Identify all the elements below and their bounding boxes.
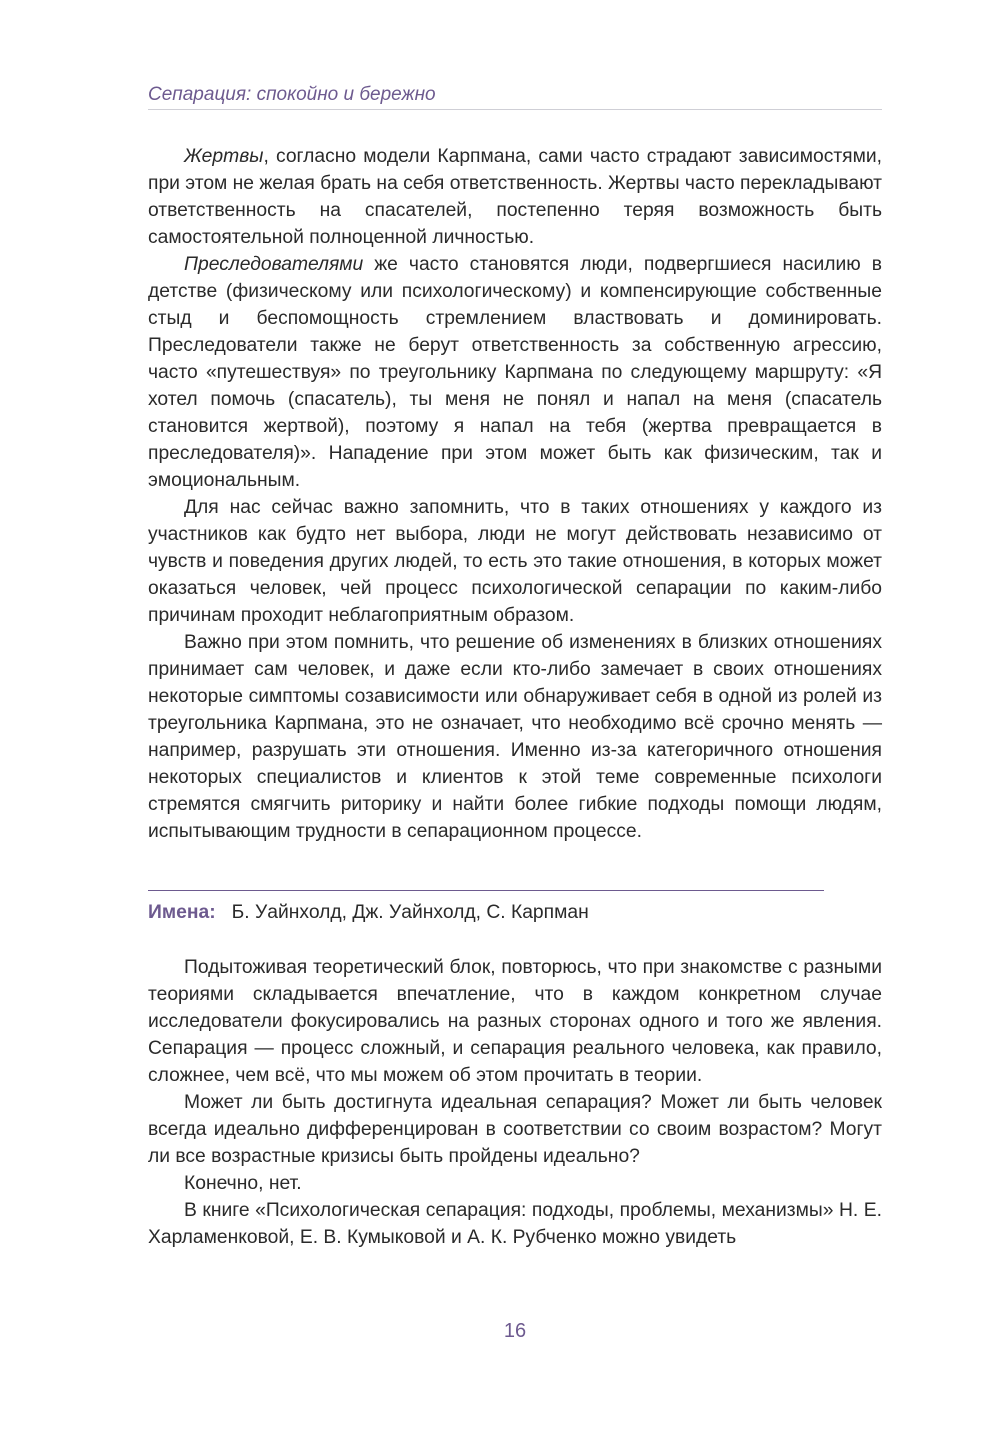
body-text-bottom (148, 954, 882, 1251)
paragraph: В книге «Психологическая сепарация: подходы, проблемы, механизмы» Н. Е. Харламенковой, Е. В. Кумыковой и А. К. Рубченко можно увидеть (148, 1200, 882, 1248)
names-label: Имена: (148, 902, 216, 923)
body-text-top (148, 143, 882, 845)
paragraph: Подытоживая теоретический блок, повторюсь, что при знакомстве с разными теориями складывается впечатление, что в каждом конкретном случае исследователи фокусировались на разных сторонах одного и того же явления. Сепарация — процесс сложный, и сепарация реального человека, как правило, сложнее, чем всё, что мы можем об этом прочитать в теории. (148, 957, 882, 1086)
names-divider (148, 890, 824, 891)
paragraph: Жертвы, согласно модели Карпмана, сами часто страдают зависимостями, при этом не желая брать на себя ответственность. Жертвы часто перекладывают ответственность на спасателей, постепенно теряя возможность быть самостоятельной полноценной личностью. (148, 146, 883, 248)
names-value: Б. Уайнхолд, Дж. Уайнхолд, С. Карпман (231, 902, 589, 923)
header-divider (148, 109, 882, 110)
paragraph: Для нас сейчас важно запомнить, что в таких отношениях у каждого из участников как будто нет выбора, люди не могут действовать независимо от чувств и поведения других людей, то есть это такие отношения, в которых может оказаться человек, чей процесс психологической сепарации по каким-либо причинам проходит неблагоприятным образом. (148, 497, 882, 626)
page-number: 16 (503, 1320, 527, 1342)
italic-term: Жертвы (184, 146, 264, 167)
paragraph: Конечно, нет. (184, 1173, 302, 1194)
names-line (148, 899, 882, 926)
paragraph: Преследователями же часто становятся люди, подвергшиеся насилию в детстве (физическому или психологическому) и компенсирующие собственные стыд и беспомощность стремлением властвовать и доминировать. Преследователи также не берут ответственность за собственную агрессию, часто «путешествуя» по треугольнику Карпмана по следующему маршруту: «Я хотел помочь (спасатель), ты меня не понял и напал на меня (спасатель становится жертвой), поэтому я напал на тебя (жертва превращается в преследователя)». Нападение при этом может быть как физическим, так и эмоциональным. (148, 254, 882, 491)
paragraph: Может ли быть достигнута идеальная сепарация? Может ли быть человек всегда идеально дифференцирован в соответствии со своим возрастом? Могут ли все возрастные кризисы быть пройдены идеально? (148, 1092, 882, 1167)
paragraph: Важно при этом помнить, что решение об изменениях в близких отношениях принимает сам человек, и даже если кто-либо замечает в своих отношениях некоторые симптомы созависимости или обнаруживает себя в одной из ролей из треугольника Карпмана, это не означает, что необходимо всё срочно менять — например, разрушать эти отношения. Именно из-за категоричного отношения некоторых специалистов и клиентов к этой теме современные психологи стремятся смягчить риторику и найти более гибкие подходы помощи людям, испытывающим трудности в сепарационном процессе. (148, 632, 882, 842)
running-head: Сепарация: спокойно и бережно (148, 84, 436, 105)
italic-term: Преследователями (184, 254, 364, 275)
